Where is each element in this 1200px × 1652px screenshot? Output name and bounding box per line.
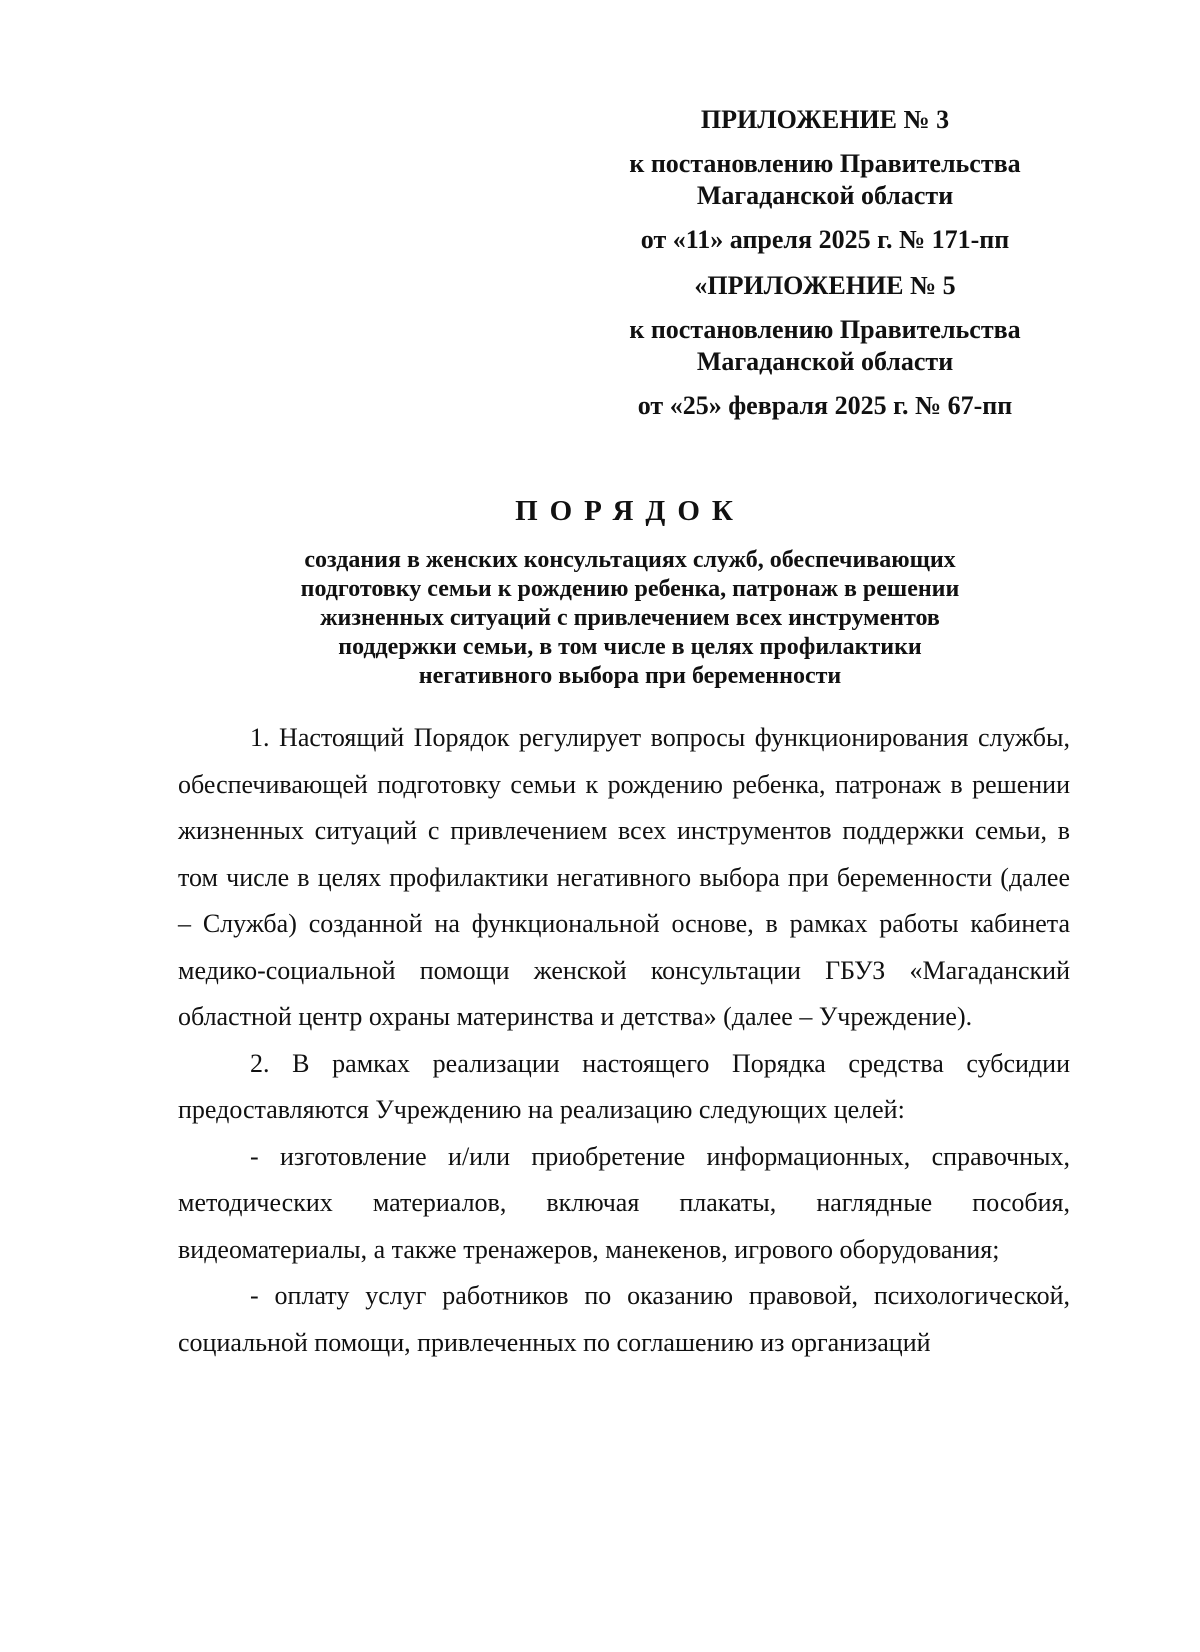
document-subtitle-line: жизненных ситуаций с привлечением всех инструментов <box>320 605 940 631</box>
appendix-5-title: «ПРИЛОЖЕНИЕ № 5 <box>694 271 956 300</box>
paragraph-2: 2. В рамках реализации настоящего Порядка средства субсидии предоставляются Учреждению на реализацию следующих целей: <box>178 1048 1070 1124</box>
list-item-2: - оплату услуг работников по оказанию правовой, психологической, социальной помощи, привлеченных по соглашению из организаций <box>178 1281 1070 1357</box>
appendix-5-date: от «25» февраля 2025 г. № 67-пп <box>637 391 1013 420</box>
paragraph-1: 1. Настоящий Порядок регулирует вопросы функционирования службы, обеспечивающей подготовку семьи к рождению ребенка, патронаж в решении жизненных ситуаций с привлечением всех инструментов поддержки семьи, в том числе в целях профилактики негативного выбора при беременности (далее – Служба) созданной на функциональной основе, в рамках работы кабинета медико-социальной помощи женской консультации ГБУЗ «Магаданский областной центр охраны материнства и детства» (далее – Учреждение). <box>178 723 1070 1031</box>
document-heading <box>180 495 1080 691</box>
document-subtitle-line: негативного выбора при беременности <box>418 663 842 689</box>
document-body <box>178 715 1070 1366</box>
appendix-3-title: ПРИЛОЖЕНИЕ № 3 <box>700 105 950 134</box>
appendix-3-ref-line1: к постановлению Правительства <box>629 149 1021 178</box>
document-title: ПОРЯДОК <box>515 495 745 527</box>
document-subtitle-line: создания в женских консультациях служб, обеспечивающих <box>304 547 956 573</box>
appendix-5-ref-line1: к постановлению Правительства <box>629 315 1021 344</box>
document-subtitle-line: поддержки семьи, в том числе в целях профилактики <box>338 634 922 660</box>
document-subtitle-line: подготовку семьи к рождению ребенка, патронаж в решении <box>300 576 960 602</box>
list-item-1: - изготовление и/или приобретение информационных, справочных, методических материалов, включая плакаты, наглядные пособия, видеоматериалы, а также тренажеров, манекенов, игрового оборудования; <box>178 1141 1070 1264</box>
appendix-5-block <box>590 270 1060 422</box>
appendix-3-ref-line2: Магаданской области <box>696 181 954 210</box>
appendix-3-date: от «11» апреля 2025 г. № 171-пп <box>640 225 1010 254</box>
appendix-5-ref-line2: Магаданской области <box>696 347 954 376</box>
appendix-3-block <box>590 104 1060 256</box>
